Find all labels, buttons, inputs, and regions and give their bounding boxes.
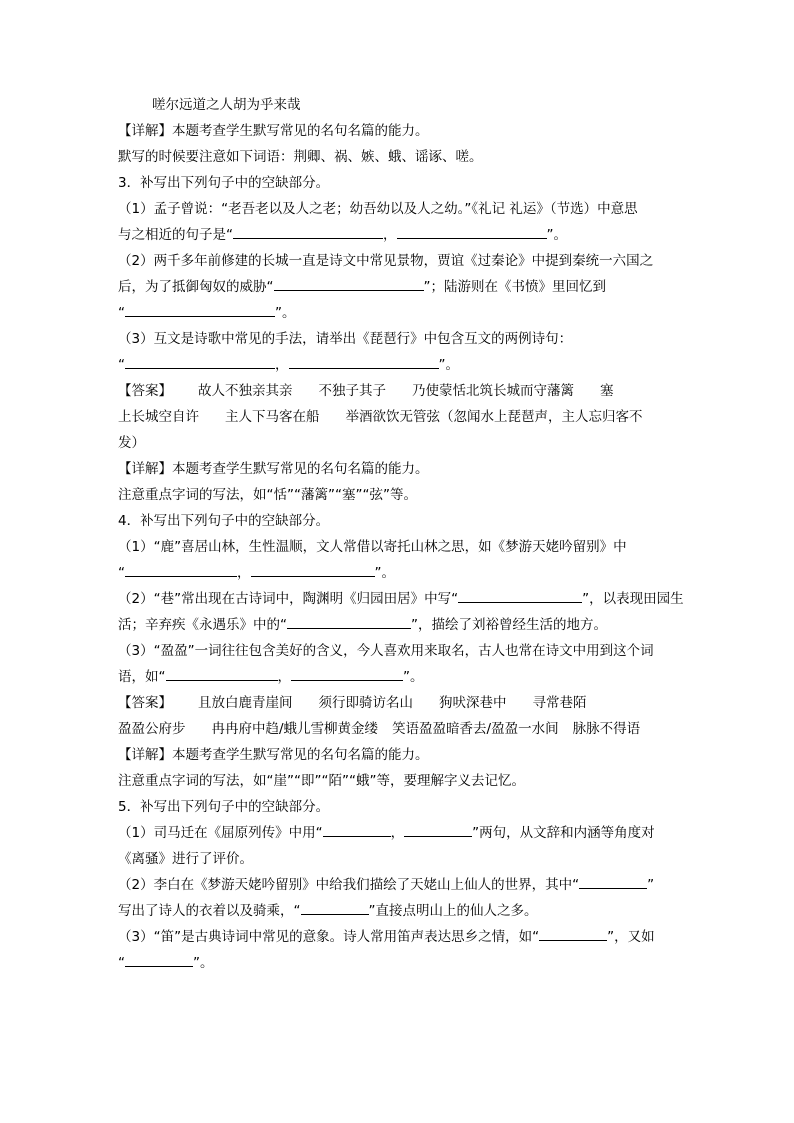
question-3-part-2-line-3: “ ”。 [118, 300, 678, 326]
question-4-part-1-line-1: （1）“鹿”喜居山林，生性温顺，文人常借以寄托山林之思，如《梦游天姥吟留别》中 [118, 539, 627, 555]
question-4-title: 4．补写出下列句子中的空缺部分。 [118, 513, 330, 529]
detail-heading: 【详解】本题考查学生默写常见的名句名篇的能力。 [118, 123, 429, 139]
answer-blank[interactable] [291, 664, 403, 681]
question-4-part-2-line-2: 活；辛弃疾《永遇乐》中的“ ”，描绘了刘裕曾经生活的地方。 [118, 612, 678, 638]
answer-3-line-2: 上长城空自许 主人下马客在船 举酒欲饮无管弦（忽闻水上琵琶声，主人忘归客不 [118, 409, 643, 425]
answer-3-line-3: 发） [118, 435, 145, 451]
answer-blank[interactable] [125, 352, 275, 369]
question-5-part-2-line-2: 写出了诗人的衣着以及骑乘，“ ”直接点明山上的仙人之多。 [118, 898, 678, 924]
answer-4-line-1: 【答案】 且放白鹿青崖间 须行即骑访名山 狗吠深巷中 寻常巷陌 [118, 695, 587, 711]
answer-blank[interactable] [404, 820, 472, 837]
answer-blank[interactable] [458, 586, 582, 603]
answer-blank[interactable] [397, 222, 547, 239]
question-5-part-2-line-1: （2）李白在《梦游天姥吟留别》中给我们描绘了天姥山上仙人的世界，其中“ ” [118, 872, 678, 898]
question-3-part-3-line-1: （3）互文是诗歌中常见的手法，请举出《琵琶行》中包含互文的两例诗句： [118, 331, 573, 347]
question-3-part-1-line-2: 与之相近的句子是“ ， ”。 [118, 222, 678, 248]
question-3-title: 3．补写出下列句子中的空缺部分。 [118, 175, 330, 191]
answer-3-line-1: 【答案】 故人不独亲其亲 不独子其子 乃使蒙恬北筑长城而守藩篱 塞 [118, 383, 614, 399]
answer-blank[interactable] [125, 560, 237, 577]
answer-blank[interactable] [166, 664, 278, 681]
detail-4-note: 注意重点字词的写法，如“崖”“即”“陌”“蛾”等，要理解字义去记忆。 [118, 773, 525, 789]
document-page [118, 92, 684, 976]
question-4-part-3-line-2: 语，如“ ， ”。 [118, 664, 678, 690]
answer-4-line-2: 盈盈公府步 冉冉府中趋/蛾儿雪柳黄金缕 笑语盈盈暗香去/盈盈一水间 脉脉不得语 [118, 721, 641, 737]
answer-blank[interactable] [287, 612, 411, 629]
answer-blank[interactable] [301, 898, 369, 915]
question-4-part-1-line-2: “ ， ”。 [118, 560, 678, 586]
question-3-part-1-line-1: （1）孟子曾说：“老吾老以及人之老；幼吾幼以及人之幼。”《礼记 礼运》（节选）中意思 [118, 201, 638, 217]
answer-blank[interactable] [274, 274, 424, 291]
question-3-part-2-line-2: 后，为了抵御匈奴的威胁“ ”；陆游则在《书愤》里回忆到 [118, 274, 678, 300]
detail-note: 默写的时候要注意如下词语：荆卿、祸、嫉、蛾、谣诼、嗟。 [118, 149, 483, 165]
answer-blank[interactable] [125, 300, 275, 317]
question-5-part-1-line-1: （1）司马迁在《屈原列传》中用“ ， ”两句，从文辞和内涵等角度对 [118, 820, 678, 846]
question-3-part-2-line-1: （2）两千多年前修建的长城一直是诗文中常见景物，贾谊《过秦论》中提到秦统一六国之 [118, 253, 654, 269]
answer-blank[interactable] [323, 820, 391, 837]
detail-4-heading: 【详解】本题考查学生默写常见的名句名篇的能力。 [118, 747, 429, 763]
answer-blank[interactable] [539, 924, 607, 941]
detail-3-note: 注意重点字词的写法，如“恬”“藩篱”“塞”“弦”等。 [118, 487, 417, 503]
answer-blank[interactable] [125, 950, 193, 967]
answer-blank[interactable] [289, 352, 439, 369]
question-5-part-1-line-2: 《离骚》进行了评价。 [118, 851, 253, 867]
answer-blank[interactable] [251, 560, 375, 577]
question-5-part-3-line-1: （3）“笛”是古典诗词中常见的意象。诗人常用笛声表达思乡之情，如“ ”，又如 [118, 924, 678, 950]
answer-blank[interactable] [233, 222, 383, 239]
question-5-title: 5．补写出下列句子中的空缺部分。 [118, 799, 330, 815]
question-5-part-3-line-2: “ ”。 [118, 950, 678, 976]
detail-3-heading: 【详解】本题考查学生默写常见的名句名篇的能力。 [118, 461, 429, 477]
question-4-part-2-line-1: （2）“巷”常出现在古诗词中，陶渊明《归园田居》中写“ ”，以表现田园生 [118, 586, 678, 612]
question-4-part-3-line-1: （3）“盈盈”一词往往包含美好的含义，今人喜欢用来取名，古人也常在诗文中用到这个词 [118, 643, 654, 659]
answer-blank[interactable] [579, 872, 647, 889]
poem-line: 嗟尔远道之人胡为乎来哉 [152, 97, 301, 113]
question-3-part-3-line-2: “ ， ”。 [118, 352, 678, 378]
